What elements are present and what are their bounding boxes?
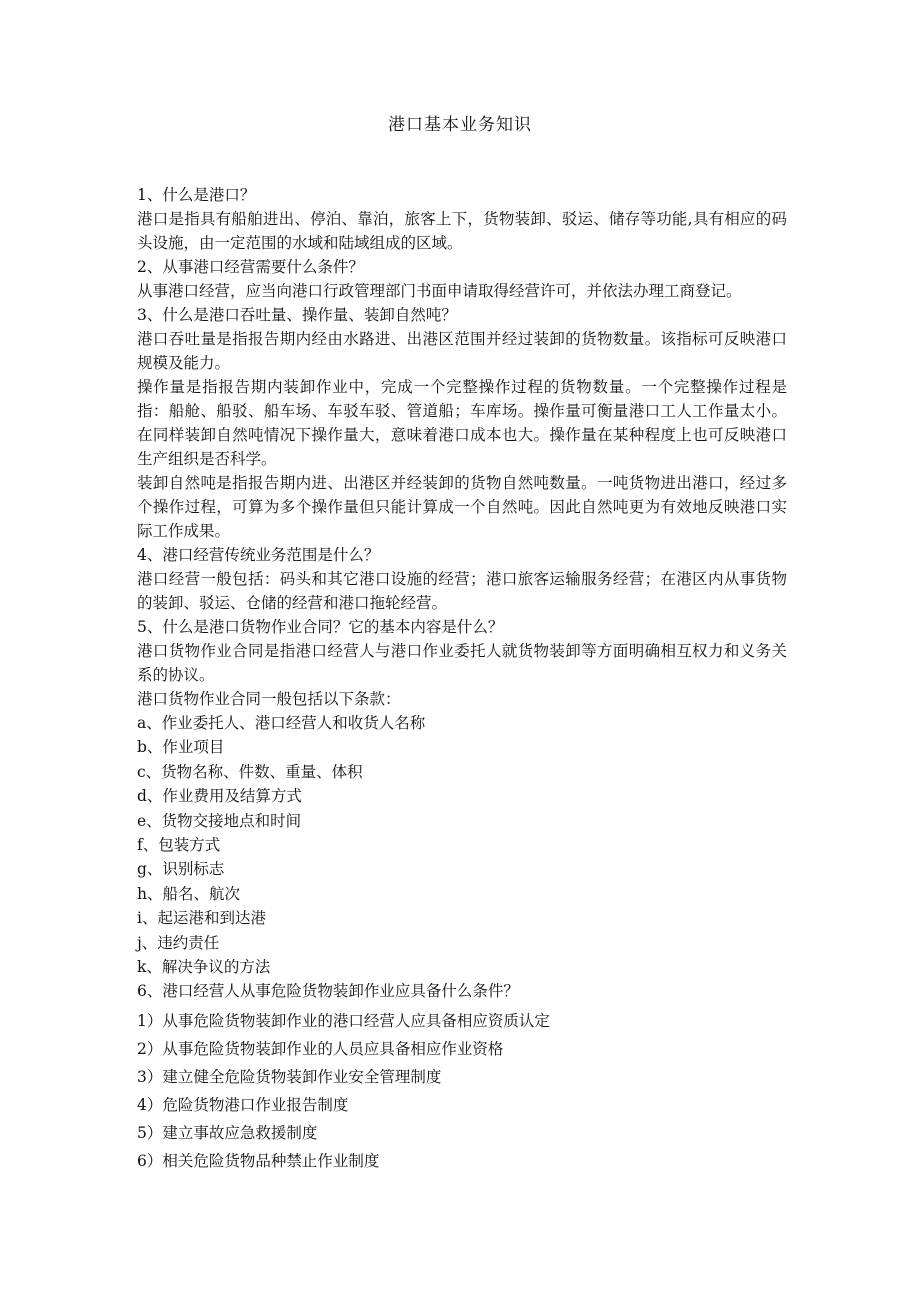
answer-2: 从事港口经营，应当向港口行政管理部门书面申请取得经营许可，并依法办理工商登记。 <box>137 282 742 300</box>
answer-5-definition: 港口货物作业合同是指港口经营人与港口作业委托人就货物装卸等方面明确相互权力和义务关系的协议。 <box>137 642 787 684</box>
list-item: 4）危险货物港口作业报告制度 <box>137 1096 349 1115</box>
list-item: 1）从事危险货物装卸作业的港口经营人应具备相应资质认定 <box>137 1012 550 1031</box>
answer-5-clauses-intro: 港口货物作业合同一般包括以下条款： <box>137 690 401 708</box>
document-body <box>137 183 787 1175</box>
list-item: 3）建立健全危险货物装卸作业安全管理制度 <box>137 1068 442 1087</box>
answer-1: 港口是指具有船舶进出、停泊、靠泊，旅客上下，货物装卸、驳运、储存等功能,具有相应的码头设施，由一定范围的水域和陆域组成的区域。 <box>137 210 787 252</box>
answer-4: 港口经营一般包括：码头和其它港口设施的经营；港口旅客运输服务经营；在港区内从事货物的装卸、驳运、仓储的经营和港口拖轮经营。 <box>137 570 787 612</box>
list-item: 2）从事危险货物装卸作业的人员应具备相应作业资格 <box>137 1040 504 1059</box>
list-item: g、识别标志 <box>137 860 225 879</box>
question-2: 2、从事港口经营需要什么条件？ <box>137 258 364 276</box>
answer-3-natural-ton: 装卸自然吨是指报告期内进、出港区并经装卸的货物自然吨数量。一吨货物进出港口，经过多个操作过程，可算为多个操作量但只能计算成一个自然吨。因此自然吨更为有效地反映港口实际工作成果。 <box>137 474 787 540</box>
contract-clause-list <box>137 711 787 979</box>
hazardous-requirement-list <box>137 1007 787 1175</box>
list-item: 5）建立事故应急救援制度 <box>137 1124 318 1143</box>
question-5: 5、什么是港口货物作业合同？它的基本内容是什么？ <box>137 618 504 636</box>
list-item: e、货物交接地点和时间 <box>137 811 302 830</box>
list-item: j、违约责任 <box>137 933 220 952</box>
list-item: h、船名、航次 <box>137 884 240 903</box>
question-6: 6、港口经营人从事危险货物装卸作业应具备什么条件？ <box>137 982 519 1001</box>
list-item: c、货物名称、件数、重量、体积 <box>137 762 363 781</box>
document-title: 港口基本业务知识 <box>388 115 532 135</box>
list-item: 6）相关危险货物品种禁止作业制度 <box>137 1152 380 1171</box>
list-item: f、包装方式 <box>137 836 221 855</box>
question-1: 1、什么是港口？ <box>137 186 256 204</box>
question-3: 3、什么是港口吞吐量、操作量、装卸自然吨？ <box>137 306 457 324</box>
answer-3-operation-volume: 操作量是指报告期内装卸作业中，完成一个完整操作过程的货物数量。一个完整操作过程是指：船舱、船驳、船车场、车驳车驳、管道船；车库场。操作量可衡量港口工人工作量太小。在同样装卸自然吨情况下操作量大，意味着港口成本也大。操作量在某种程度上也可反映港口生产组织是否科学。 <box>137 378 787 468</box>
question-4: 4、港口经营传统业务范围是什么？ <box>137 546 380 564</box>
list-item: i、起运港和到达港 <box>137 909 266 928</box>
answer-3-throughput: 港口吞吐量是指报告期内经由水路进、出港区范围并经过装卸的货物数量。该指标可反映港口规模及能力。 <box>137 330 787 372</box>
list-item: b、作业项目 <box>137 738 225 757</box>
list-item: d、作业费用及结算方式 <box>137 787 302 806</box>
list-item: k、解决争议的方法 <box>137 958 271 977</box>
list-item: a、作业委托人、港口经营人和收货人名称 <box>137 714 426 732</box>
